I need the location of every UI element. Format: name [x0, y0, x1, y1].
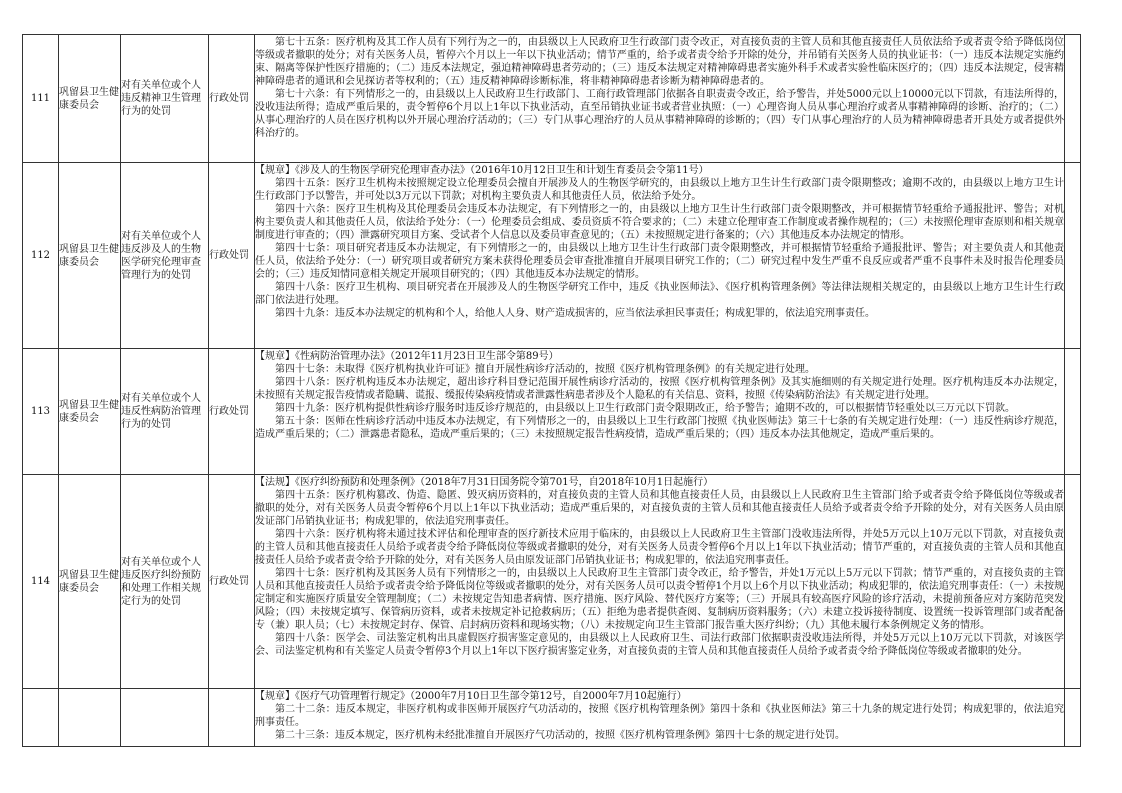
legal-basis-text — [255, 476, 1064, 687]
article-paragraph: 第四十六条：医疗机构将未通过技术评估和伦理审查的医疗新技术应用于临床的，由县级以上人民政府卫生主管部门没收违法所得，并处5万元以上10万元以下罚款，对直接负责的主管人员和其他直接责任人员给予或者责令给予降低岗位等级或者撤职的处分，对有关医务人员责令暂停6个月以上1年以下执业活动；情节严重的，对直接负责的主管人员和其他直接责任人员给予或者责令给予开除的处分，对有关医务人员由原发证部门吊销执业证书；构成犯罪的，依法追究刑事责任。 — [255, 529, 1064, 566]
article-paragraph: 第四十九条：违反本办法规定的机构和个人，给他人人身、财产造成损害的，应当依法承担民事责任；构成犯罪的，依法追究刑事责任。 — [275, 308, 875, 319]
row-number: 114 — [23, 475, 59, 689]
power-type-cell: 行政处罚 — [209, 163, 255, 349]
legal-basis-cell — [255, 349, 1065, 475]
article-paragraph: 第二十二条：违反本规定，非医疗机构或非医师开展医疗气功活动的，按照《医疗机构管理条例》第四十条和《执业医师法》第三十九条的规定进行处罚；构成犯罪的，依法追究刑事责任。 — [255, 704, 1064, 728]
legal-basis-cell — [255, 689, 1065, 747]
article-paragraph: 第四十七条：未取得《医疗机构执业许可证》擅自开展性病诊疗活动的，按照《医疗机构管理条例》的有关规定进行处理。 — [275, 364, 815, 375]
article-paragraph: 第四十八条：医疗卫生机构、项目研究者在开展涉及人的生物医学研究工作中，违反《执业医师法》、《医疗机构管理条例》等法律法规相关规定的，由县级以上地方卫生计生行政部门依法进行处理。 — [255, 282, 1064, 306]
article-paragraph: 第四十五条：医疗机构篡改、伪造、隐匿、毁灭病历资料的，对直接负责的主管人员和其他直接责任人员，由县级以上人民政府卫生主管部门给予或者责令给予降低岗位等级或者撤职的处分，对有关医务人员责令暂停6个月以上1年以下执业活动；造成严重后果的，对直接负责的主管人员和其他直接责任人员给予或者责令给予开除的处分，对有关医务人员由原发证部门吊销执业证书；构成犯罪的，依法追究刑事责任。 — [255, 490, 1064, 527]
item-name-cell — [121, 689, 209, 747]
department-cell — [59, 689, 121, 747]
row-number — [23, 689, 59, 747]
article-paragraph: 第七十六条：有下列情形之一的，由县级以上人民政府卫生行政部门、工商行政管理部门依据各自职责责令改正，给予警告，并处5000元以上10000元以下罚款，有违法所得的，没收违法所得；造成严重后果的，责令暂停6个月以上1年以下执业活动，直至吊销执业证书或者营业执照：（一）心理咨询人员从事心理治疗或者从事精神障碍的诊断、治疗的；（二）从事心理治疗的人员在医疗机构以外开展心理治疗活动的；（三）专门从事心理治疗的人员从事精神障碍的诊断的；（四）专门从事心理治疗的人员为精神障碍患者开具处方或者提供外科治疗的。 — [255, 89, 1064, 139]
remarks-cell — [1065, 689, 1081, 747]
remarks-cell — [1065, 35, 1081, 163]
item-name-cell: 对有关单位或个人违反医疗纠纷预防和处理工作相关规定行为的处罚 — [121, 475, 209, 689]
department-cell: 巩留县卫生健康委员会 — [59, 349, 121, 475]
article-paragraph: 第二十三条：违反本规定，医疗机构未经批准擅自开展医疗气功活动的，按照《医疗机构管理条例》第四十七条的规定进行处罚。 — [275, 730, 845, 741]
enforcement-table — [22, 34, 1081, 747]
power-type-cell — [209, 689, 255, 747]
legal-basis-cell — [255, 475, 1065, 689]
row-number: 111 — [23, 35, 59, 163]
article-paragraph: 第四十六条：医疗卫生机构及其伦理委员会违反本办法规定，有下列情形之一的，由县级以上地方卫生计生行政部门责令限期整改，并可根据情节轻重给予通报批评、警告；对机构主要负责人和其他责任人员，依法给予处分：（一）伦理委员会组成、委员资质不符合要求的；（二）未建立伦理审查工作制度或者操作规程的；（三）未按照伦理审查原则和相关规章制度进行审查的；（四）泄露研究项目方案、受试者个人信息以及委员审查意见的；（五）未按照规定进行备案的；（六）其他违反本办法规定的情形。 — [255, 204, 1064, 241]
regulation-title: 【规章】《涉及人的生物医学研究伦理审查办法》（2016年10月12日卫生和计划生育委员会令第11号） — [255, 165, 709, 176]
article-paragraph: 第四十五条：医疗卫生机构未按照规定设立伦理委员会擅自开展涉及人的生物医学研究的，由县级以上地方卫生计生行政部门责令限期整改；逾期不改的，由县级以上地方卫生计生行政部门予以警告，并可处以3万元以下罚款；对机构主要负责人和其他责任人员，依法给予处分。 — [255, 178, 1064, 202]
legal-basis-text — [255, 36, 1064, 161]
department-cell: 巩留县卫生健康委员会 — [59, 35, 121, 163]
department-cell: 巩留县卫生健康委员会 — [59, 163, 121, 349]
legal-basis-text — [255, 350, 1064, 473]
power-type-cell: 行政处罚 — [209, 35, 255, 163]
table-row — [23, 35, 1081, 163]
power-type-cell: 行政处罚 — [209, 349, 255, 475]
item-name-cell: 对有关单位或个人违反性病防治管理行为的处罚 — [121, 349, 209, 475]
legal-basis-cell — [255, 35, 1065, 163]
table-row — [23, 349, 1081, 475]
article-paragraph: 第四十八条：医学会、司法鉴定机构出具虚假医疗损害鉴定意见的，由县级以上人民政府卫生、司法行政部门依据职责没收违法所得，并处5万元以上10万元以下罚款，对该医学会、司法鉴定机构和有关鉴定人员责令暂停3个月以上1年以下医疗损害鉴定业务，对直接负责的主管人员和其他直接责任人员给予或者责令给予降低岗位等级或者撤职的处分。 — [255, 633, 1064, 657]
table-row — [23, 689, 1081, 747]
item-name-cell: 对有关单位或个人违反涉及人的生物医学研究伦理审查管理行为的处罚 — [121, 163, 209, 349]
table-row — [23, 163, 1081, 349]
regulation-title: 【法规】《医疗纠纷预防和处理条例》（2018年7月31日国务院令第701号，自2018年10月1日起施行） — [255, 477, 714, 488]
regulation-title: 【规章】《医疗气功管理暂行规定》（2000年7月10日卫生部令第12号，自2000年7月10起施行） — [255, 691, 687, 702]
article-paragraph: 第四十九条：医疗机构提供性病诊疗服务时违反诊疗规范的，由县级以上卫生行政部门责令限期改正，给予警告；逾期不改的，可以根据情节轻重处以三万元以下罚款。 — [275, 403, 1015, 414]
item-name-cell: 对有关单位或个人违反精神卫生管理行为的处罚 — [121, 35, 209, 163]
legal-basis-cell — [255, 163, 1065, 349]
legal-basis-text — [255, 164, 1064, 347]
power-type-cell: 行政处罚 — [209, 475, 255, 689]
article-paragraph: 第五十条：医师在性病诊疗活动中违反本办法规定，有下列情形之一的，由县级以上卫生行政部门按照《执业医师法》第三十七条的有关规定进行处理：（一）违反性病诊疗规范，造成严重后果的；（二）泄露患者隐私，造成严重后果的；（三）未按照规定报告性病疫情，造成严重后果的；（四）违反本办法其他规定，造成严重后果的。 — [255, 416, 1064, 440]
remarks-cell — [1065, 349, 1081, 475]
row-number: 113 — [23, 349, 59, 475]
remarks-cell — [1065, 163, 1081, 349]
article-paragraph: 第四十七条：医疗机构及其医务人员有下列情形之一的，由县级以上人民政府卫生主管部门责令改正，给予警告，并处1万元以上5万元以下罚款；情节严重的，对直接负责的主管人员和其他直接责任人员给予或者责令给予降低岗位等级或者撤职的处分，对有关医务人员可以责令暂停1个月以上6个月以下执业活动；构成犯罪的，依法追究刑事责任：（一）未按规定制定和实施医疗质量安全管理制度；（二）未按规定告知患者病情、医疗措施、医疗风险、替代医疗方案等；（三）开展具有较高医疗风险的诊疗活动，未提前预备应对方案防范突发风险；（四）未按规定填写、保管病历资料，或者未按规定补记抢救病历；（五）拒绝为患者提供查阅、复制病历资料服务；（六）未建立投诉接待制度、设置统一投诉管理部门或者配备专（兼）职人员；（七）未按规定封存、保管、启封病历资料和现场实物；（八）未按规定向卫生主管部门报告重大医疗纠纷；（九）其他未履行本条例规定义务的情形。 — [255, 568, 1064, 631]
article-paragraph: 第四十八条：医疗机构违反本办法规定，超出诊疗科目登记范围开展性病诊疗活动的，按照《医疗机构管理条例》及其实施细则的有关规定进行处理。医疗机构违反本办法规定，未按照有关规定报告疫情或者隐瞒、谎报、缓报传染病疫情或者泄露性病患者涉及个人隐私的有关信息、资料，按照《传染病防治法》有关规定进行处理。 — [255, 377, 1064, 401]
article-paragraph: 第四十七条：项目研究者违反本办法规定，有下列情形之一的，由县级以上地方卫生计生行政部门责令限期整改，并可根据情节轻重给予通报批评、警告；对主要负责人和其他责任人员，依法给予处分：（一）研究项目或者研究方案未获得伦理委员会审查批准擅自开展项目研究工作的；（二）研究过程中发生严重不良反应或者严重不良事件未及时报告伦理委员会的；（三）违反知情同意相关规定开展项目研究的；（四）其他违反本办法规定的情形。 — [255, 243, 1064, 280]
department-cell: 巩留县卫生健康委员会 — [59, 475, 121, 689]
remarks-cell — [1065, 475, 1081, 689]
row-number: 112 — [23, 163, 59, 349]
legal-basis-text — [255, 690, 1064, 745]
table-row — [23, 475, 1081, 689]
regulation-title: 【规章】《性病防治管理办法》（2012年11月23日卫生部令第89号） — [255, 351, 559, 362]
article-paragraph: 第七十五条：医疗机构及其工作人员有下列行为之一的，由县级以上人民政府卫生行政部门责令改正，对直接负责的主管人员和其他直接责任人员依法给予或者责令给予降低岗位等级或者撤职的处分；对有关医务人员，暂停六个月以上一年以下执业活动；情节严重的，给予或者责令给予开除的处分，并吊销有关医务人员的执业证书：（一）违反本法规定实施约束、隔离等保护性医疗措施的；（二）违反本法规定，强迫精神障碍患者劳动的；（三）违反本法规定对精神障碍患者实施外科手术或者实验性临床医疗的；（四）违反本法规定，侵害精神障碍患者的通讯和会见探访者等权利的；（五）违反精神障碍诊断标准，将非精神障碍患者诊断为精神障碍患者的。 — [255, 37, 1064, 87]
